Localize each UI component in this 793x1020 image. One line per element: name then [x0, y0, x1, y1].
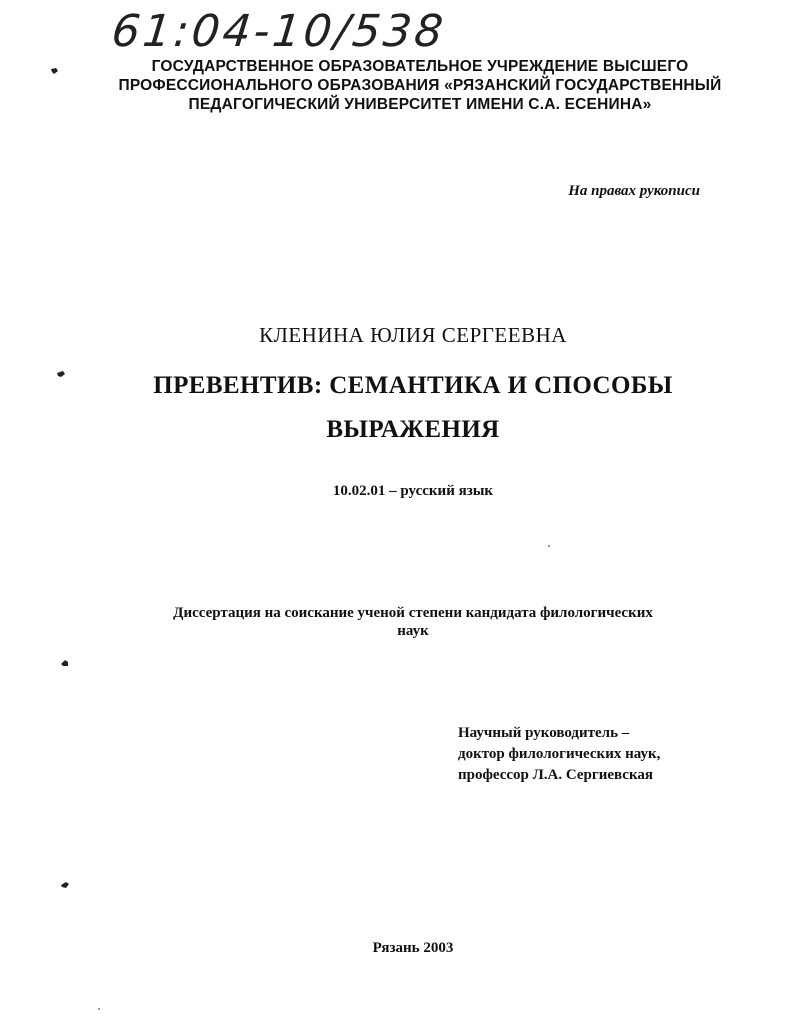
- title-line-2: ВЫРАЖЕНИЯ: [326, 416, 500, 443]
- dissertation-title: [0, 364, 793, 452]
- scan-mark-icon: [60, 658, 70, 668]
- organization-line-3: ПЕДАГОГИЧЕСКИЙ УНИВЕРСИТЕТ ИМЕНИ С.А. ЕСЕНИНА»: [188, 96, 652, 113]
- advisor-line-3: профессор Л.А. Сергиевская: [458, 767, 653, 783]
- rights-note: На правах рукописи: [568, 183, 700, 199]
- degree-statement-line-1: Диссертация на соискание ученой степени кандидата филологических: [173, 605, 653, 621]
- scan-speck: [548, 545, 550, 547]
- advisor-line-1: Научный руководитель –: [458, 725, 630, 741]
- specialty-code: 10.02.01 – русский язык: [332, 483, 494, 499]
- organization-header: [100, 57, 740, 114]
- handwritten-archive-number: 61:04-10/538: [109, 6, 449, 57]
- scan-mark-icon: [56, 369, 66, 379]
- city-year: Рязань 2003: [372, 940, 454, 956]
- author-name: КЛЕНИНА ЮЛИЯ СЕРГЕЕВНА: [259, 323, 567, 347]
- organization-line-1: ГОСУДАРСТВЕННОЕ ОБРАЗОВАТЕЛЬНОЕ УЧРЕЖДЕНИЕ ВЫСШЕГО: [151, 58, 689, 75]
- degree-statement-line-2: наук: [397, 623, 429, 639]
- scan-mark-icon: [50, 66, 60, 76]
- scan-speck: [98, 1008, 100, 1010]
- organization-line-2: ПРОФЕССИОНАЛЬНОГО ОБРАЗОВАНИЯ «РЯЗАНСКИЙ ГОСУДАРСТВЕННЫЙ: [118, 77, 722, 94]
- degree-statement: [120, 604, 706, 640]
- scientific-advisor: [458, 723, 660, 786]
- advisor-line-2: доктор филологических наук,: [458, 746, 661, 762]
- scan-mark-icon: [60, 880, 70, 890]
- title-line-1: ПРЕВЕНТИВ: СЕМАНТИКА И СПОСОБЫ: [153, 372, 673, 399]
